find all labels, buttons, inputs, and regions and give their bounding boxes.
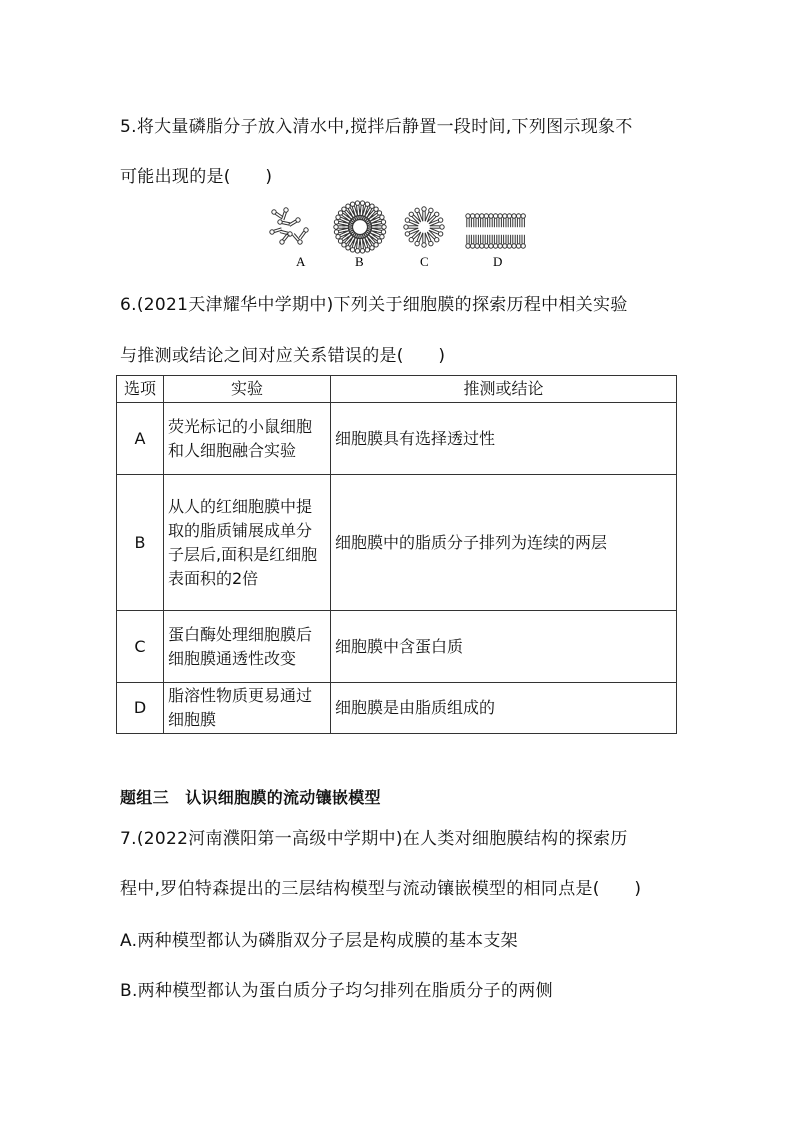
question-6-line-1: 6.(2021天津耀华中学期中)下列关于细胞膜的探索历程中相关实验 bbox=[120, 295, 628, 315]
row-option: B bbox=[117, 475, 164, 611]
figure-d-bilayer bbox=[466, 214, 526, 248]
figure-label-b: B bbox=[355, 254, 364, 269]
row-experiment: 蛋白酶处理细胞膜后细胞膜通透性改变 bbox=[164, 611, 331, 683]
table-row bbox=[117, 611, 677, 683]
figure-b-liposome bbox=[334, 201, 386, 253]
table-row bbox=[117, 403, 677, 475]
section-title: 题组三 认识细胞膜的流动镶嵌模型 bbox=[120, 788, 381, 807]
row-conclusion: 细胞膜中的脂质分子排列为连续的两层 bbox=[331, 475, 677, 611]
header-option: 选项 bbox=[117, 376, 164, 403]
question-7-option-b: B.两种模型都认为蛋白质分子均匀排列在脂质分子的两侧 bbox=[120, 981, 553, 1001]
phospholipid-figure bbox=[260, 200, 540, 272]
question-5-line-1: 5.将大量磷脂分子放入清水中,搅拌后静置一段时间,下列图示现象不 bbox=[120, 117, 633, 137]
header-conclusion: 推测或结论 bbox=[331, 376, 677, 403]
table-row bbox=[117, 683, 677, 734]
figure-c-micelle bbox=[404, 207, 444, 247]
row-option: D bbox=[117, 683, 164, 734]
question-5-line-2: 可能出现的是( ) bbox=[120, 167, 273, 187]
question-7-option-a: A.两种模型都认为磷脂双分子层是构成膜的基本支架 bbox=[120, 931, 518, 951]
figure-label-d: D bbox=[493, 254, 503, 269]
table-header-row bbox=[117, 376, 677, 403]
row-experiment: 脂溶性物质更易通过细胞膜 bbox=[164, 683, 331, 734]
header-experiment: 实验 bbox=[164, 376, 331, 403]
row-conclusion: 细胞膜中含蛋白质 bbox=[331, 611, 677, 683]
question-6-line-2: 与推测或结论之间对应关系错误的是( ) bbox=[120, 346, 446, 366]
row-option: A bbox=[117, 403, 164, 475]
figure-label-a: A bbox=[296, 254, 306, 269]
table-row bbox=[117, 475, 677, 611]
row-experiment: 从人的红细胞膜中提取的脂质铺展成单分子层后,面积是红细胞表面积的2倍 bbox=[164, 475, 331, 611]
question-7-line-2: 程中,罗伯特森提出的三层结构模型与流动镶嵌模型的相同点是( ) bbox=[120, 879, 642, 899]
figure-label-c: C bbox=[420, 254, 429, 269]
experiment-conclusion-table bbox=[116, 375, 677, 734]
question-7-line-1: 7.(2022河南濮阳第一高级中学期中)在人类对细胞膜结构的探索历 bbox=[120, 829, 628, 849]
row-conclusion: 细胞膜具有选择透过性 bbox=[331, 403, 677, 475]
row-option: C bbox=[117, 611, 164, 683]
row-conclusion: 细胞膜是由脂质组成的 bbox=[331, 683, 677, 734]
figure-a-scattered-molecules bbox=[270, 208, 308, 244]
row-experiment: 荧光标记的小鼠细胞和人细胞融合实验 bbox=[164, 403, 331, 475]
